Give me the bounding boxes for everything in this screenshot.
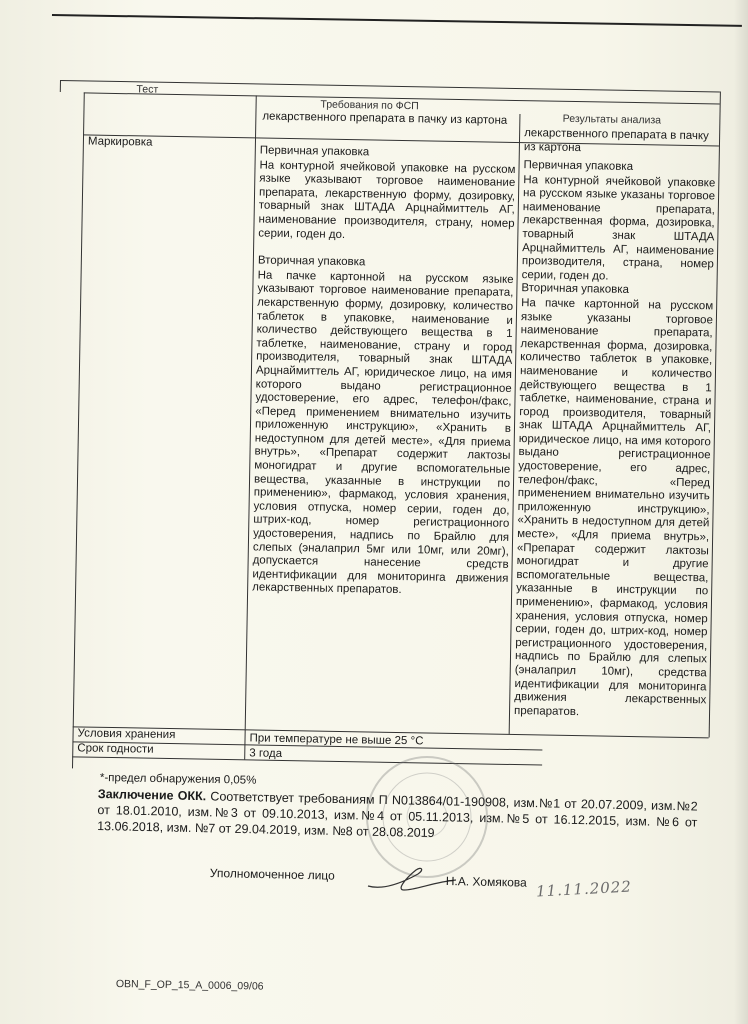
marking-table xyxy=(48,80,720,779)
table-left-border xyxy=(72,92,85,768)
header-requirements: Требования по ФСП xyxy=(320,98,419,113)
header-results: Результаты анализа xyxy=(562,112,662,127)
req-secondary-title: Вторичная упаковка xyxy=(257,254,366,269)
req-primary-text: На контурной ячейковой упаковке на русском языке указывают торговое наименование препарата, лекарственную форму, дозировку, товарный знак ШТАДА Арцнаймиттель АГ, наименование производителя, страну, номер серии, годен до. xyxy=(258,159,516,241)
shelf-life-label: Срок годности xyxy=(77,742,154,756)
header-test: Тест xyxy=(136,83,159,96)
page-edge-shadow xyxy=(734,0,748,1024)
res-primary-text: На контурной ячейковой упаковке на русском языке указаны торговое наименование препарата, лекарственная форма, дозировка, товарный знак ШТАДА Арцнаймиттель АГ, наименование производителя, страна, номер серии, годен до. xyxy=(521,173,716,283)
conclusion xyxy=(97,786,698,847)
storage-value: При температуре не выше 25 °С xyxy=(249,732,424,748)
top-rule xyxy=(52,14,742,27)
req-marking-cell xyxy=(249,143,519,601)
res-secondary-text: На пачке картонной на русском языке указаны торговое наименование препарата, лекарственная форма, дозировка, количество таблеток в упаковке, наименование и количество действующего вещества в 1 таблетке, наименование, страна и город производителя, товарный знак ШТАДА Арцнаймиттель АГ, юридическое лицо, на имя которого выдано регистрационное удостоверение, его адрес, телефон/факс, «Перед применением внимательно изучить приложенную инструкцию», «Хранить в недоступном для детей месте», «Для приема внутрь», «Препарат содержит лактозы моногидрат и другие вспомогательные вещества, указанные в инструкции по применению», фармакод, условия хранения, условия отпуска, номер серии, годен до, штрих-код, номер регистрационного удостоверения, надпись по Брайлю для слепых (эналаприл 10мг), средства идентификации для мониторинга движения лекарственных препаратов. xyxy=(513,297,714,718)
marking-label: Маркировка xyxy=(87,135,153,149)
req-continuation: лекарственного препарата в пачку из картона xyxy=(262,110,508,127)
authorized-person-label: Уполномоченное лицо xyxy=(209,866,335,883)
signer-name: Н.А. Хомякова xyxy=(445,874,527,890)
req-secondary-text: На пачке картонной на русском языке указывают торговое наименование препарата, лекарственную форму, дозировку, количество таблеток в упаковке, наименование и количество действующего вещества в 1 таблетке, наименование, страну и город производителя, товарный знак ШТАДА Арцнаймиттель АГ, юридическое лицо, на имя которого выдано регистрационное удостоверение, его адрес, телефон/факс, «Перед применением внимательно изучить приложенную инструкцию», «Хранить в недоступном для детей месте», «Для приема внутрь», «Препарат содержит лактозы моногидрат и другие вспомогательные вещества, указанные в инструкции по применению», фармакод, условия хранения, условия отпуска, номер серии, годен до, штрих-код, номер регистрационного удостоверения, надпись по Брайлю для слепых (эналаприл 5мг или 10мг, или 20мг), допускается нанесение средств идентификации для мониторинга движения лекарственных препаратов. xyxy=(252,269,514,597)
storage-label: Условия хранения xyxy=(77,727,176,742)
res-continuation: лекарственного препарата в пачку из картона xyxy=(523,127,709,154)
conclusion-text: Соответствует требованиям П N013864/01-190908, изм.№1 от 20.07.2009, изм.№2 от 18.01.2010, изм.№3 от 09.10.2013, изм.№4 от 05.11.2013, изм.№5 от 16.12.2015, изм. №6 от 13.06.2018, изм. №7 от 29.04.2019, изм. №8 от 28.08.2019 xyxy=(97,789,698,841)
footer-code: OBN_F_OP_15_A_0006_09/06 xyxy=(115,978,264,993)
res-primary-title: Первичная упаковка xyxy=(523,159,634,174)
req-primary-title: Первичная упаковка xyxy=(259,144,370,159)
shelf-life-value: 3 года xyxy=(249,747,283,760)
footnote: *-предел обнаружения 0,05% xyxy=(99,772,257,787)
res-marking-cell xyxy=(511,158,719,723)
conclusion-label: Заключение ОКК. xyxy=(97,786,207,804)
res-secondary-title: Вторичная упаковка xyxy=(521,282,630,297)
table-left-stub xyxy=(60,80,61,92)
handwritten-date: 11.11.2022 xyxy=(535,877,633,901)
